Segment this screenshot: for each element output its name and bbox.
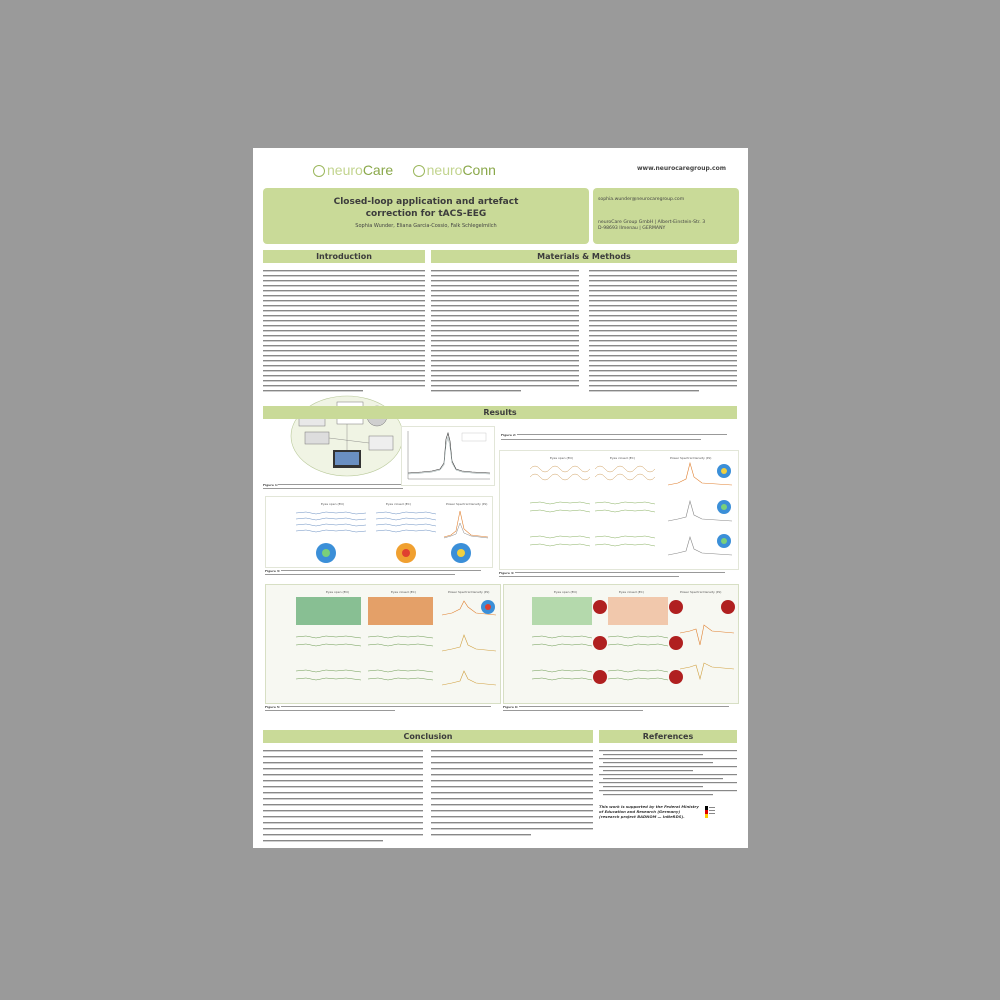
introduction-body	[263, 268, 425, 400]
title-line-1: Closed-loop application and artefact	[333, 197, 519, 207]
figure-4-graphics	[500, 451, 738, 569]
svg-text:Eyes closed (EC): Eyes closed (EC)	[610, 456, 635, 460]
figure-5-graphics	[266, 585, 500, 703]
figure-2-plot	[401, 426, 495, 486]
bmbf-flag-icon	[705, 806, 715, 818]
svg-text:Figure 5:: Figure 5:	[265, 705, 281, 709]
figure-3-panel	[265, 496, 493, 568]
reference-list	[599, 748, 737, 800]
svg-text:Eyes closed (EC): Eyes closed (EC)	[391, 590, 416, 594]
neurocare-logo-icon	[313, 165, 325, 177]
conclusion-body-col2	[431, 748, 593, 842]
svg-text:Eyes open (EO): Eyes open (EO)	[554, 590, 578, 594]
methods-body-col1	[431, 268, 579, 398]
title-band	[263, 188, 589, 244]
funding-note: This work is supported by the Federal Ministry of Education and Research (Germany) (research project BADNOM — InNeRDS).	[599, 804, 699, 820]
svg-text:Eyes open (EO): Eyes open (EO)	[550, 456, 574, 460]
figure-2-caption	[501, 432, 737, 446]
svg-text:Power Spectral Density (Pz): Power Spectral Density (Pz)	[680, 590, 722, 594]
svg-text:Figure 2:: Figure 2:	[501, 433, 517, 437]
figure-2-curve	[402, 427, 494, 485]
svg-text:Power Spectral Density (Pz): Power Spectral Density (Pz)	[670, 456, 712, 460]
svg-text:Power Spectral Density (Pz): Power Spectral Density (Pz)	[446, 502, 488, 506]
section-references-header: References	[599, 730, 737, 743]
contact-address	[598, 220, 705, 232]
section-conclusion-header: Conclusion	[263, 730, 593, 743]
section-introduction-header: Introduction	[263, 250, 425, 263]
website-link[interactable]: www.neurocaregroup.com	[636, 165, 726, 172]
figure-5-caption	[265, 704, 499, 714]
figure-3-caption	[265, 568, 491, 578]
section-results-header: Results	[263, 406, 737, 419]
svg-text:Figure 6:: Figure 6:	[503, 705, 519, 709]
logo-neurocare-a: neuro	[327, 162, 363, 178]
contact-band	[593, 188, 739, 244]
svg-text:Power Spectral Density (Pz): Power Spectral Density (Pz)	[448, 590, 490, 594]
figure-1-label: Figure 1:	[263, 483, 279, 487]
logo-neuroconn-b: Conn	[462, 162, 496, 178]
svg-text:Eyes closed (EC): Eyes closed (EC)	[619, 590, 644, 594]
svg-text:Eyes open (EO): Eyes open (EO)	[326, 590, 350, 594]
address-line-2: D-98693 Ilmenau | GERMANY	[598, 226, 666, 231]
svg-text:Eyes open (EO): Eyes open (EO)	[321, 502, 345, 506]
conclusion-body-col1	[263, 748, 423, 842]
title-line-2: correction for tACS-EEG	[365, 209, 487, 219]
logos	[313, 162, 496, 178]
figure-6-graphics	[504, 585, 738, 703]
figure-1-setup-diagram	[285, 386, 405, 478]
address-line-1: neuroCare Group GmbH | Albert-Einstein-Str. 3	[598, 220, 706, 225]
logo-neuroconn-a: neuro	[426, 162, 463, 178]
methods-body-col2	[589, 268, 737, 398]
figure-6-caption	[503, 704, 737, 714]
svg-text:Figure 3:: Figure 3:	[265, 569, 281, 573]
neuroconn-logo-icon	[413, 165, 425, 177]
figure-6-panel	[503, 584, 739, 704]
figure-3-graphics	[266, 497, 492, 567]
figure-5-panel	[265, 584, 501, 704]
figure-4-panel	[499, 450, 739, 570]
figure-4-caption	[499, 570, 737, 580]
svg-text:Figure 4:: Figure 4:	[499, 571, 515, 575]
section-methods-header: Materials & Methods	[431, 250, 737, 263]
svg-text:Eyes closed (EC): Eyes closed (EC)	[386, 502, 411, 506]
contact-email[interactable]: sophia.wunder@neurocaregroup.com	[598, 197, 685, 202]
authors: Sophia Wunder, Eliana Garcia-Cossio, Falk Schlegelmilch	[355, 223, 497, 229]
logo-neurocare-b: Care	[362, 162, 394, 178]
poster	[253, 148, 748, 848]
poster-title	[263, 196, 589, 220]
